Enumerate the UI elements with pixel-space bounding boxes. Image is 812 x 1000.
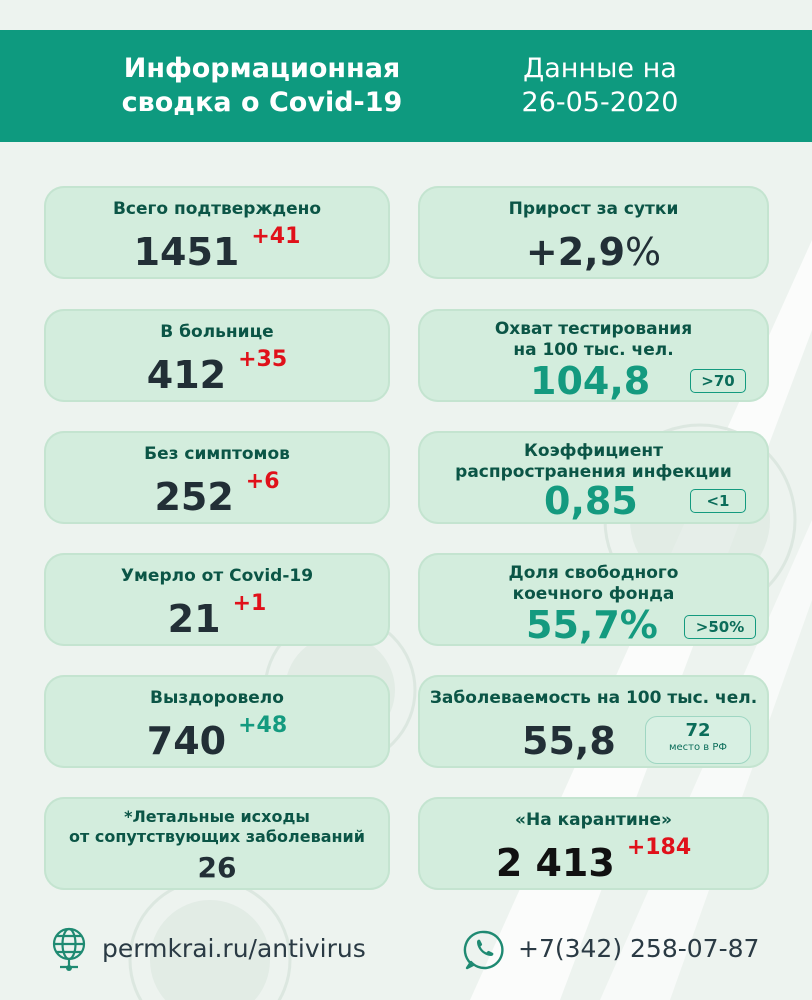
card-delta: +48	[238, 713, 288, 738]
card-spread-coefficient	[418, 431, 769, 524]
report-date	[490, 52, 710, 120]
threshold-badge: >50%	[684, 615, 756, 639]
card-label-line-1: Охват тестирования	[494, 319, 693, 339]
card-label-line-2: распространения инфекции	[455, 462, 732, 482]
card-value: 0,85	[544, 479, 638, 523]
card-value: 55,8	[522, 719, 616, 763]
card-deaths	[44, 553, 390, 646]
card-incidence	[418, 675, 769, 768]
card-value: 21	[167, 597, 221, 641]
card-unit: %	[625, 230, 662, 274]
card-value: 412	[146, 353, 227, 397]
threshold-badge: >70	[690, 369, 746, 393]
card-label: Всего подтверждено	[112, 199, 322, 219]
card-recovered	[44, 675, 390, 768]
card-label	[418, 563, 769, 605]
card-label: Заболеваемость на 100 тыс. чел.	[429, 688, 758, 708]
card-value: 1451	[133, 230, 240, 274]
card-free-beds	[418, 553, 769, 646]
date-line-2: 26-05-2020	[521, 87, 679, 118]
card-testing-coverage	[418, 309, 769, 402]
card-label: В больнице	[160, 322, 274, 342]
threshold-badge: <1	[690, 489, 746, 513]
card-delta: +6	[245, 469, 280, 494]
title-line-2: сводка о Covid-19	[121, 87, 403, 118]
card-delta: +35	[238, 347, 288, 372]
card-value: 104,8	[530, 359, 651, 403]
card-label-line-2: коечного фонда	[512, 584, 675, 604]
card-value: 26	[197, 851, 237, 884]
date-line-1: Данные на	[523, 53, 677, 84]
website-text: permkrai.ru/antivirus	[102, 934, 366, 963]
card-value: 2 413	[495, 841, 615, 885]
card-label: Прирост за сутки	[508, 199, 679, 219]
rank-caption: место в РФ	[668, 742, 728, 753]
card-label-line-1: Коэффициент	[524, 441, 663, 461]
card-delta: +184	[626, 835, 692, 860]
phone-link[interactable]	[462, 922, 762, 978]
card-label-line-1: *Летальные исходы	[124, 807, 310, 826]
website-link[interactable]	[50, 922, 390, 978]
rank-number: 72	[685, 720, 711, 741]
card-in-hospital	[44, 309, 390, 402]
card-delta: +1	[232, 591, 267, 616]
card-label: Выздоровело	[150, 688, 284, 708]
card-daily-growth	[418, 186, 769, 279]
card-label: «На карантине»	[514, 810, 673, 830]
card-value: 252	[154, 475, 234, 519]
card-quarantine	[418, 797, 769, 890]
page-title	[92, 52, 432, 120]
card-value: 55,7%	[526, 603, 658, 647]
card-comorbid-deaths	[44, 797, 390, 890]
title-line-1: Информационная	[123, 53, 401, 84]
card-label-line-2: на 100 тыс. чел.	[513, 340, 674, 360]
header-banner	[0, 30, 812, 142]
card-delta: +41	[251, 224, 301, 249]
card-label	[418, 441, 769, 483]
card-label: Умерло от Covid-19	[120, 566, 314, 586]
card-label: Без симптомов	[144, 444, 290, 464]
card-value: +2,9	[525, 230, 626, 274]
whatsapp-icon	[462, 928, 506, 972]
phone-text: +7(342) 258-07-87	[518, 934, 760, 963]
card-label	[418, 319, 769, 361]
card-label-line-1: Доля свободного	[508, 563, 679, 583]
globe-icon	[50, 926, 88, 974]
card-total-confirmed	[44, 186, 390, 279]
card-label-line-2: от сопутствующих заболеваний	[69, 827, 365, 846]
card-value: 740	[146, 719, 227, 763]
card-label	[44, 807, 390, 847]
card-asymptomatic	[44, 431, 390, 524]
rank-badge	[645, 716, 751, 764]
